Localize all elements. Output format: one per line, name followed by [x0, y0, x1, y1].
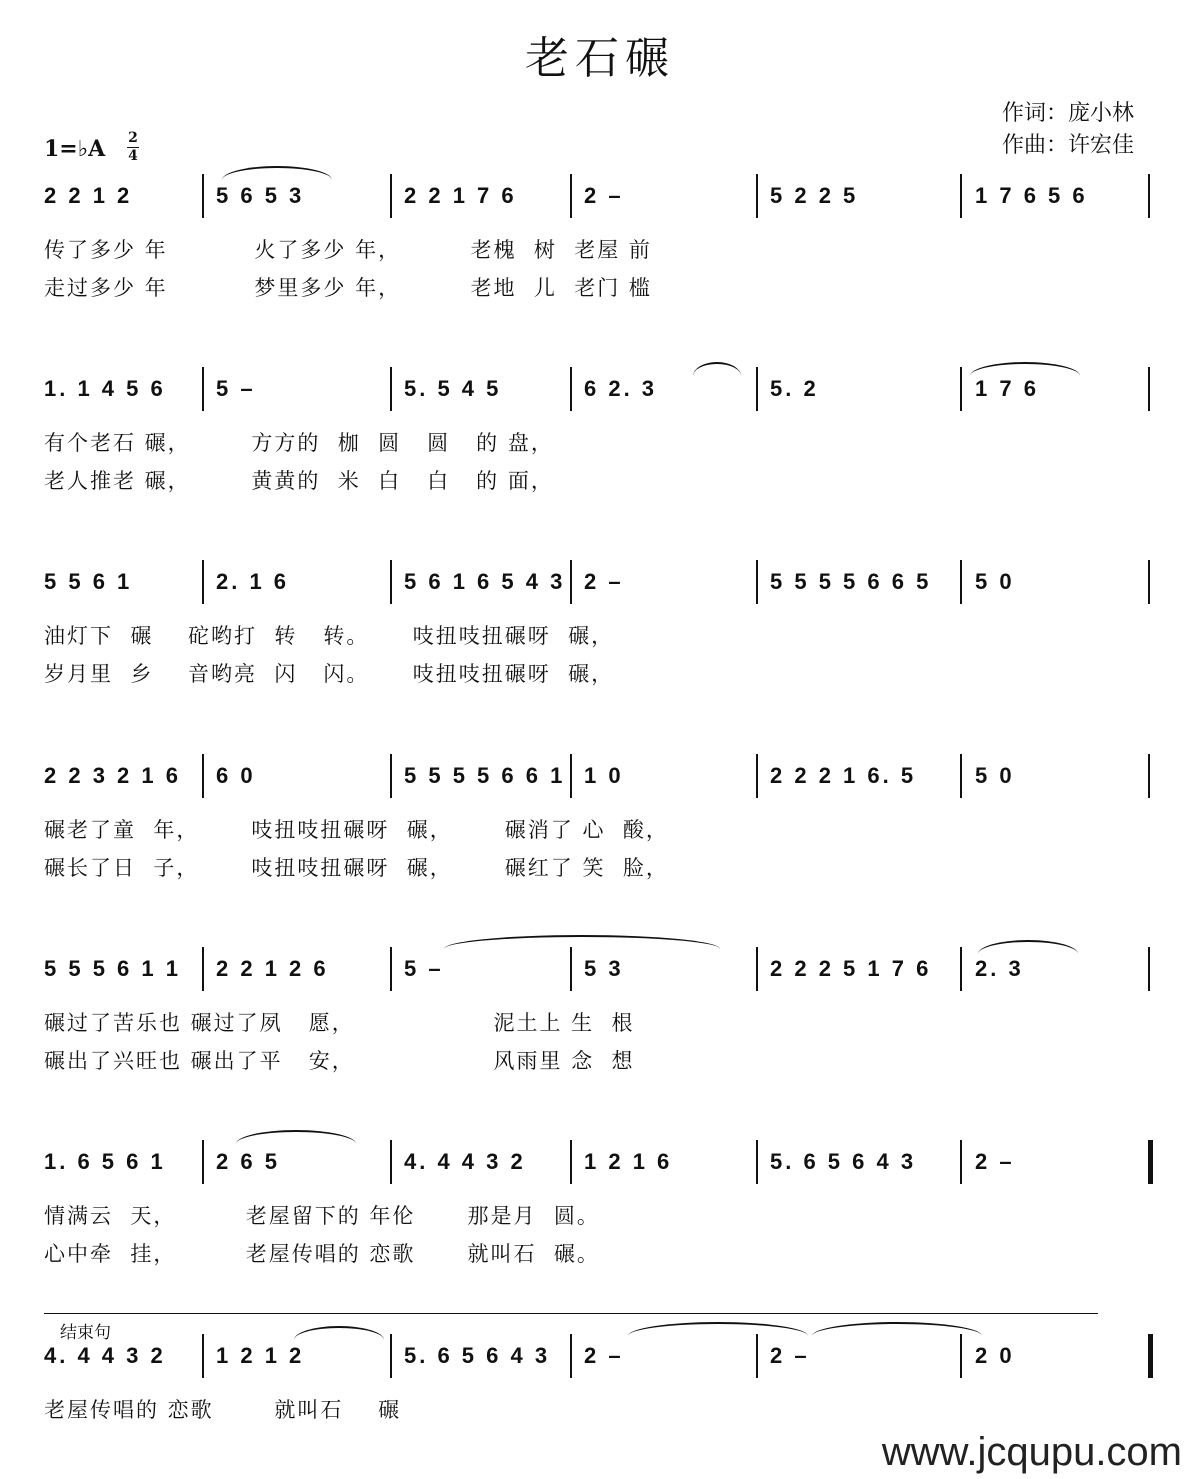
time-sig-top: 2	[128, 130, 138, 146]
bar-line	[756, 1334, 758, 1378]
measure: 2 –	[584, 1343, 624, 1368]
measure: 2 –	[584, 183, 624, 208]
key-signature: 1=♭A	[44, 136, 106, 162]
measure: 4. 4 4 3 2	[44, 1343, 166, 1368]
bar-line	[570, 560, 572, 604]
time-signature	[127, 130, 139, 165]
measure: 4. 4 4 3 2	[404, 1149, 526, 1174]
lyric-line: 走过多少 年 梦里多少 年， 老地 儿 老门 槛	[44, 276, 652, 300]
lyric-line: 有个老石 碾， 方方的 枷 圆 圆 的 盘，	[44, 431, 554, 455]
bar-line	[756, 754, 758, 798]
slur-mark	[222, 166, 332, 180]
measure: 1. 1 4 5 6	[44, 376, 166, 401]
bar-line	[202, 560, 204, 604]
lyricist-credit: 作词：庞小林	[1002, 101, 1135, 126]
measure: 5. 6 5 6 4 3	[404, 1343, 551, 1368]
bar-line	[756, 174, 758, 218]
bar-line	[390, 1334, 392, 1378]
measure: 2 0	[975, 1343, 1015, 1368]
staff-row	[0, 1332, 1200, 1442]
staff-row	[0, 1138, 1200, 1248]
bar-line	[756, 367, 758, 411]
bar-line	[202, 947, 204, 991]
slur-mark	[294, 1326, 384, 1340]
staff-row	[0, 172, 1200, 282]
composer-credit: 作曲：许宏佳	[1002, 133, 1135, 158]
lyric-line: 碾过了苦乐也 碾过了夙 愿， 泥土上 生 根	[44, 1011, 635, 1035]
slur-mark	[978, 940, 1078, 954]
measure: 2 2 1 7 6	[404, 183, 517, 208]
bar-line	[390, 754, 392, 798]
bar-line	[202, 754, 204, 798]
bar-line	[390, 947, 392, 991]
measure: 6 0	[216, 763, 256, 788]
bar-line	[1148, 1334, 1153, 1378]
staff-row	[0, 558, 1200, 668]
measure: 5 5 6 1	[44, 569, 133, 594]
measure: 5 3	[584, 956, 624, 981]
measure: 5 0	[975, 569, 1015, 594]
measure: 2 2 2 1 6. 5	[770, 763, 917, 788]
lyric-line: 碾长了日 子， 吱扭吱扭碾呀 碾， 碾红了 笑 脸，	[44, 856, 669, 880]
lyric-line: 老人推老 碾， 黄黄的 米 白 白 的 面，	[44, 469, 554, 493]
bar-line	[1148, 174, 1150, 218]
bar-line	[756, 1140, 758, 1184]
lyric-line: 碾老了童 年， 吱扭吱扭碾呀 碾， 碾消了 心 酸，	[44, 818, 669, 842]
bar-line	[960, 560, 962, 604]
measure: 5 6 5 3	[216, 183, 305, 208]
lyric-line: 油灯下 碾 砣哟打 转 转。 吱扭吱扭碾呀 碾，	[44, 624, 615, 648]
bar-line	[1148, 367, 1150, 411]
bar-line	[960, 1140, 962, 1184]
measure: 5 5 5 5 6 6 5	[770, 569, 932, 594]
bar-line	[390, 560, 392, 604]
measure: 1 0	[584, 763, 624, 788]
measure: 5 –	[404, 956, 444, 981]
measure: 5 5 5 5 6 6 1	[404, 763, 566, 788]
measure: 1 7 6	[975, 376, 1039, 401]
bar-line	[390, 367, 392, 411]
bar-line	[960, 1334, 962, 1378]
bar-line	[390, 1140, 392, 1184]
time-sig-bottom: 4	[128, 148, 138, 164]
slur-mark	[444, 935, 720, 949]
bar-line	[756, 947, 758, 991]
measure: 1. 6 5 6 1	[44, 1149, 166, 1174]
measure: 5. 5 4 5	[404, 376, 502, 401]
staff-row	[0, 752, 1200, 862]
measure: 2 2 3 2 1 6	[44, 763, 181, 788]
ending-bracket	[44, 1313, 1098, 1314]
bar-line	[1148, 754, 1150, 798]
measure: 2 2 1 2	[44, 183, 133, 208]
lyric-line: 碾出了兴旺也 碾出了平 安， 风雨里 念 想	[44, 1049, 635, 1073]
bar-line	[570, 947, 572, 991]
lyric-line: 传了多少 年 火了多少 年， 老槐 树 老屋 前	[44, 238, 652, 262]
bar-line	[756, 560, 758, 604]
measure: 2. 3	[975, 956, 1024, 981]
measure: 2 6 5	[216, 1149, 280, 1174]
measure: 2 –	[770, 1343, 810, 1368]
measure: 1 7 6 5 6	[975, 183, 1088, 208]
measure: 1 2 1 2	[216, 1343, 305, 1368]
measure: 2 2 1 2 6	[216, 956, 329, 981]
slur-mark	[812, 1322, 982, 1336]
measure: 5 5 5 6 1 1	[44, 956, 181, 981]
bar-line	[570, 1140, 572, 1184]
bar-line	[570, 367, 572, 411]
bar-line	[960, 947, 962, 991]
measure: 6 2. 3	[584, 376, 658, 401]
measure: 5 6 1 6 5 4 3	[404, 569, 566, 594]
song-title: 老石碾	[525, 33, 675, 84]
lyric-line: 心中牵 挂， 老屋传唱的 恋歌 就叫石 碾。	[44, 1242, 600, 1266]
measure: 5 0	[975, 763, 1015, 788]
bar-line	[960, 754, 962, 798]
measure: 5. 6 5 6 4 3	[770, 1149, 917, 1174]
bar-line	[960, 174, 962, 218]
slur-mark	[236, 1130, 356, 1144]
bar-line	[570, 754, 572, 798]
bar-line	[1148, 560, 1150, 604]
slur-mark	[628, 1322, 808, 1336]
staff-row	[0, 945, 1200, 1055]
lyric-line: 岁月里 乡 音哟亮 闪 闪。 吱扭吱扭碾呀 碾，	[44, 662, 615, 686]
measure: 2. 1 6	[216, 569, 290, 594]
lyric-line: 老屋传唱的 恋歌 就叫石 碾	[44, 1398, 402, 1422]
bar-line	[390, 174, 392, 218]
measure: 5 –	[216, 376, 256, 401]
bar-line	[202, 367, 204, 411]
lyric-line: 情满云 天， 老屋留下的 年伦 那是月 圆。	[44, 1204, 600, 1228]
measure: 5. 2	[770, 376, 819, 401]
watermark: www.jcqupu.com	[881, 1430, 1182, 1474]
bar-line	[202, 1334, 204, 1378]
bar-line	[202, 174, 204, 218]
bar-line	[570, 174, 572, 218]
bar-line	[570, 1334, 572, 1378]
measure: 1 2 1 6	[584, 1149, 673, 1174]
measure: 2 –	[975, 1149, 1015, 1174]
bar-line	[960, 367, 962, 411]
measure: 2 –	[584, 569, 624, 594]
staff-row	[0, 365, 1200, 475]
measure: 2 2 2 5 1 7 6	[770, 956, 932, 981]
bar-line	[1148, 1140, 1153, 1184]
bar-line	[1148, 947, 1150, 991]
bar-line	[202, 1140, 204, 1184]
ending-label: 结束句	[60, 1323, 111, 1343]
measure: 5 2 2 5	[770, 183, 859, 208]
